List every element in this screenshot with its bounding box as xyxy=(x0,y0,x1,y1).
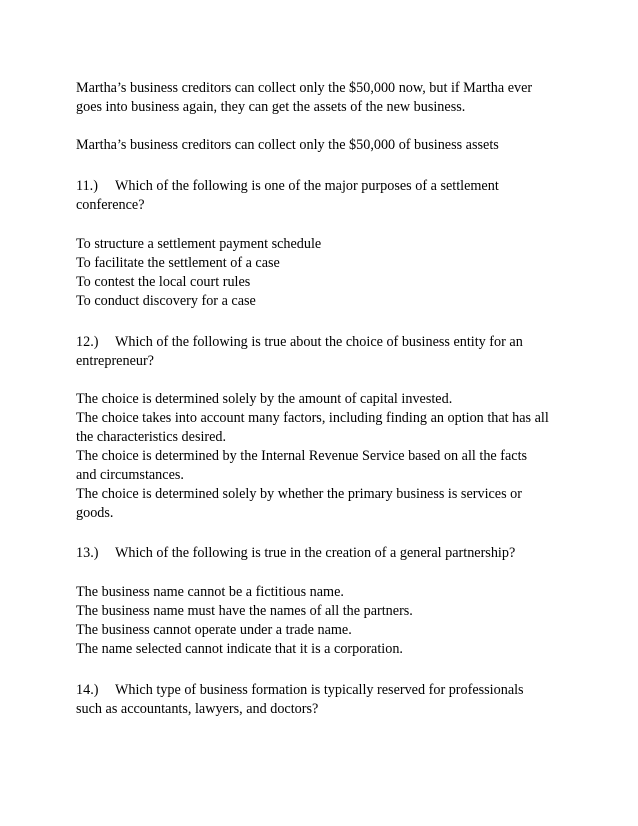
question-text: Which of the following is true in the creation of a general partnership? xyxy=(115,545,516,561)
answer-option: Martha’s business creditors can collect only the $50,000 now, but if Martha ever xyxy=(76,80,533,96)
question-14-stem xyxy=(76,681,524,699)
answer-option: To contest the local court rules xyxy=(76,274,251,290)
question-13-stem xyxy=(76,544,515,562)
answer-option: To structure a settlement payment schedule xyxy=(76,236,322,252)
question-text: Which type of business formation is typically reserved for professionals xyxy=(115,682,524,698)
answer-option: The name selected cannot indicate that it is a corporation. xyxy=(76,641,403,657)
question-number: 12.) xyxy=(76,334,99,350)
answer-option: To facilitate the settlement of a case xyxy=(76,255,280,271)
question-text: Which of the following is one of the major purposes of a settlement xyxy=(115,178,499,194)
question-number: 13.) xyxy=(76,545,99,561)
answer-option: The business cannot operate under a trade name. xyxy=(76,622,352,638)
answer-option-continued: the characteristics desired. xyxy=(76,429,227,445)
answer-option-continued: goods. xyxy=(76,505,114,521)
answer-option-continued: goes into business again, they can get the assets of the new business. xyxy=(76,99,466,115)
question-text-continued: entrepreneur? xyxy=(76,353,154,369)
question-11-stem xyxy=(76,177,499,195)
question-text-continued: such as accountants, lawyers, and doctors? xyxy=(76,701,319,717)
answer-option: To conduct discovery for a case xyxy=(76,293,256,309)
answer-option: The choice takes into account many factors, including finding an option that has all xyxy=(76,410,549,426)
answer-option-continued: and circumstances. xyxy=(76,467,184,483)
answer-option: Martha’s business creditors can collect only the $50,000 of business assets xyxy=(76,137,499,153)
answer-option: The business name cannot be a fictitious name. xyxy=(76,584,344,600)
answer-option: The choice is determined solely by whether the primary business is services or xyxy=(76,486,522,502)
question-number: 11.) xyxy=(76,178,98,194)
answer-option: The business name must have the names of all the partners. xyxy=(76,603,413,619)
answer-option: The choice is determined by the Internal Revenue Service based on all the facts xyxy=(76,448,528,464)
question-text-continued: conference? xyxy=(76,197,145,213)
question-12-stem xyxy=(76,333,523,351)
question-text: Which of the following is true about the choice of business entity for an xyxy=(115,334,523,350)
question-number: 14.) xyxy=(76,682,99,698)
answer-option: The choice is determined solely by the amount of capital invested. xyxy=(76,391,453,407)
